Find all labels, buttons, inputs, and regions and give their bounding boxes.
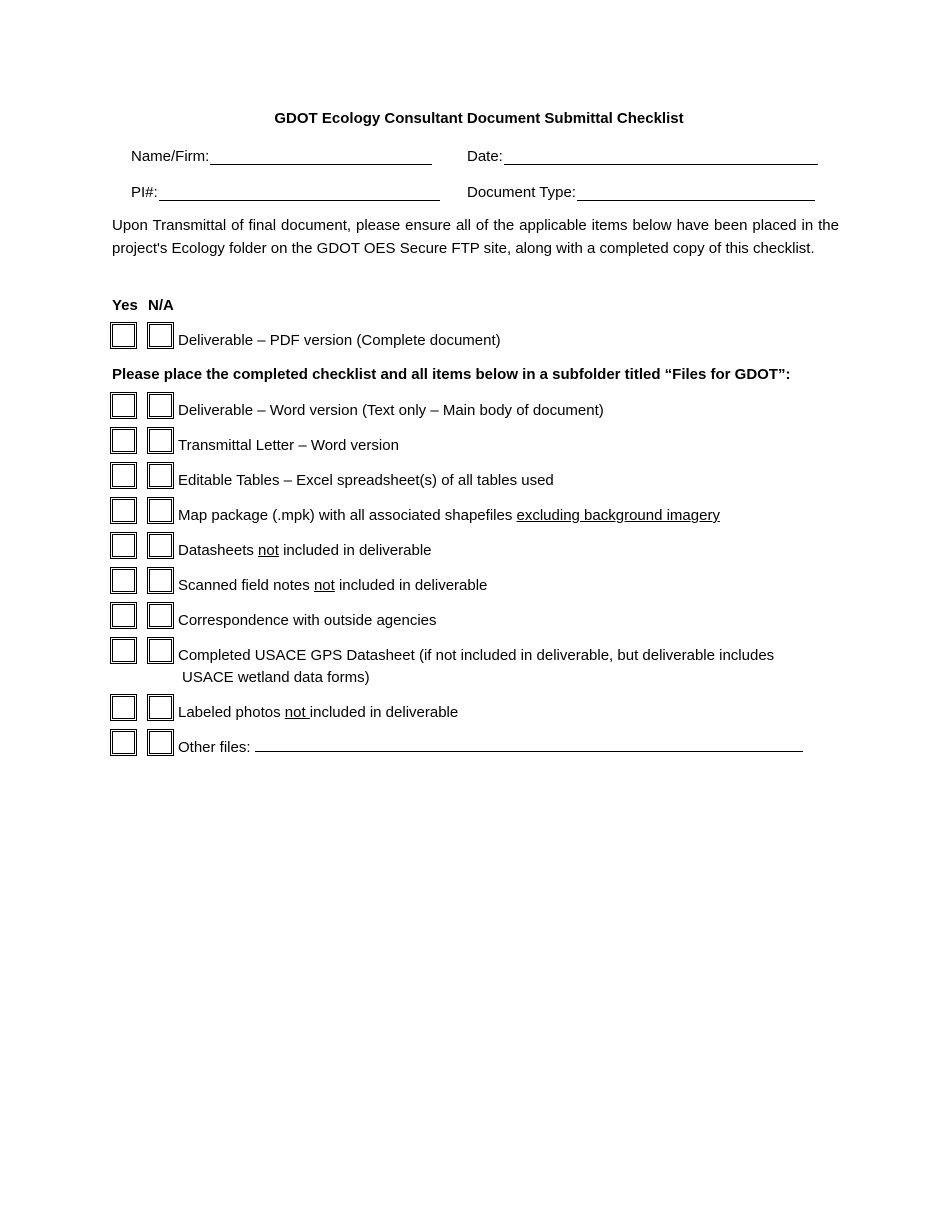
na-checkbox[interactable] <box>147 392 174 419</box>
item-label: Deliverable – Word version (Text only – Main body of document) <box>178 402 604 419</box>
item-text: Map package (.mpk) with all associated shapefiles <box>178 507 517 524</box>
na-checkbox[interactable] <box>147 694 174 721</box>
section-heading: Please place the completed checklist and all items below in a subfolder titled “Files for GDOT”: <box>112 366 791 383</box>
yes-checkbox[interactable] <box>110 392 137 419</box>
other-files-label: Other files: <box>178 739 251 756</box>
date-label: Date: <box>467 148 503 165</box>
item-text-after: included in deliverable <box>309 704 459 721</box>
item-label <box>178 575 487 597</box>
na-checkbox[interactable] <box>147 532 174 559</box>
yes-checkbox[interactable] <box>110 322 137 349</box>
date-input-line[interactable] <box>504 148 818 165</box>
na-checkbox[interactable] <box>147 637 174 664</box>
name-firm-field <box>131 148 432 165</box>
item-emphasis: excluding background imagery <box>516 507 720 524</box>
item-text-before: Labeled photos <box>178 704 285 721</box>
item-label: Transmittal Letter – Word version <box>178 437 399 454</box>
na-checkbox[interactable] <box>147 322 174 349</box>
na-checkbox[interactable] <box>147 497 174 524</box>
other-files-input-line[interactable] <box>255 737 803 752</box>
item-text-after: included in deliverable <box>334 577 488 594</box>
yes-checkbox[interactable] <box>110 567 137 594</box>
page-title: GDOT Ecology Consultant Document Submittal Checklist <box>274 110 684 127</box>
yes-checkbox[interactable] <box>110 497 137 524</box>
intro-paragraph: Upon Transmittal of final document, please ensure all of the applicable items below have been placed in the project's Ecology folder on the GDOT OES Secure FTP site, along with a completed copy of this checklist. <box>112 217 839 257</box>
yes-checkbox[interactable] <box>110 532 137 559</box>
item-emphasis: not <box>258 542 279 559</box>
item-label-line1: Completed USACE GPS Datasheet (if not included in deliverable, but deliverable includes <box>178 647 775 664</box>
na-checkbox[interactable] <box>147 427 174 454</box>
na-checkbox[interactable] <box>147 462 174 489</box>
item-label: Deliverable – PDF version (Complete document) <box>178 332 501 349</box>
document-type-field <box>467 184 815 201</box>
pi-field <box>131 184 440 201</box>
na-checkbox[interactable] <box>147 567 174 594</box>
item-emphasis: not <box>313 577 335 594</box>
item-label <box>178 702 458 724</box>
item-label: Editable Tables – Excel spreadsheet(s) of all tables used <box>178 472 554 489</box>
na-checkbox[interactable] <box>147 729 174 756</box>
item-label <box>178 540 432 562</box>
item-text-after: included in deliverable <box>278 542 432 559</box>
na-checkbox[interactable] <box>147 602 174 629</box>
item-text-before: Scanned field notes <box>178 577 314 594</box>
na-column-header: N/A <box>148 297 174 314</box>
item-label-line2: USACE wetland data forms) <box>182 669 370 686</box>
yes-checkbox[interactable] <box>110 637 137 664</box>
document-type-input-line[interactable] <box>577 184 815 201</box>
yes-checkbox[interactable] <box>110 729 137 756</box>
yes-column-header: Yes <box>112 297 138 314</box>
name-firm-input-line[interactable] <box>210 148 432 165</box>
document-type-label: Document Type: <box>467 184 576 201</box>
yes-checkbox[interactable] <box>110 602 137 629</box>
yes-checkbox[interactable] <box>110 427 137 454</box>
item-label <box>178 505 720 527</box>
yes-checkbox[interactable] <box>110 462 137 489</box>
pi-input-line[interactable] <box>159 184 440 201</box>
name-firm-label: Name/Firm: <box>131 148 210 165</box>
date-field <box>467 148 818 165</box>
item-emphasis: not <box>284 704 310 721</box>
yes-checkbox[interactable] <box>110 694 137 721</box>
pi-label: PI#: <box>131 184 158 201</box>
item-label <box>178 737 803 759</box>
item-label: Correspondence with outside agencies <box>178 612 437 629</box>
item-text-before: Datasheets <box>178 542 259 559</box>
